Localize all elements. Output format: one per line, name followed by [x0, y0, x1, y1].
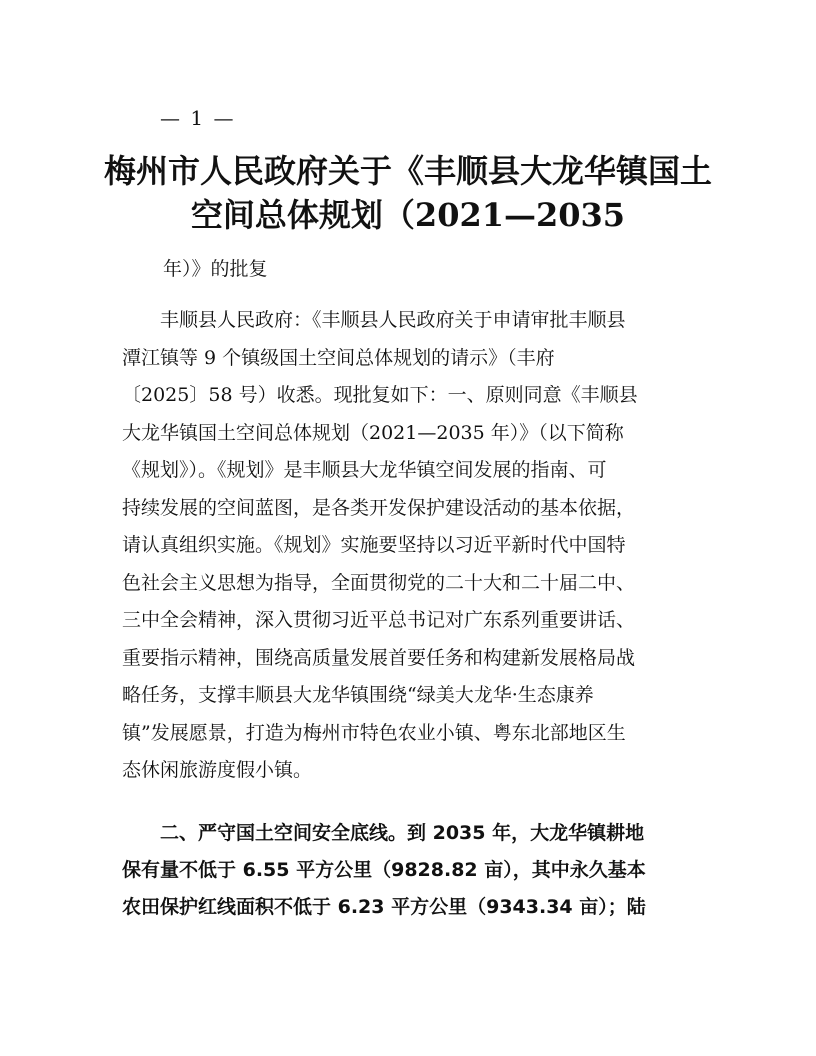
document-title-line-2: 空间总体规划（2021—2035	[190, 196, 626, 234]
text-line: 镇”发展愿景，打造为梅州市特色农业小镇、粤东北部地区生	[122, 721, 626, 744]
text-line: 大龙华镇国土空间总体规划（2021—2035 年）》（以下简称	[122, 421, 624, 444]
text-line: 重要指示精神，围绕高质量发展首要任务和构建新发展格局战	[122, 646, 636, 669]
body-paragraph-1	[122, 302, 698, 790]
text-line: 略任务，支撑丰顺县大龙华镇围绕“绿美大龙华·生态康养	[122, 684, 594, 706]
text-line: 三中全会精神，深入贯彻习近平总书记对广东系列重要讲话、	[122, 609, 636, 631]
text-line: 保有量不低于 6.55 平方公里（9828.82 亩），其中永久基本	[122, 859, 646, 881]
text-line: 请认真组织实施。《规划》实施要坚持以习近平新时代中国特	[122, 534, 626, 556]
text-line: 《规划》）。《规划》是丰顺县大龙华镇空间发展的指南、可	[122, 459, 607, 481]
body-paragraph-2	[122, 815, 698, 926]
text-line: 潭江镇等 9 个镇级国土空间总体规划的请示》（丰府	[122, 346, 555, 369]
text-line: 色社会主义思想为指导，全面贯彻党的二十大和二十届二中、	[122, 571, 636, 594]
text-line: 农田保护红线面积不低于 6.23 平方公里（9343.34 亩）；陆	[122, 896, 646, 918]
document-title-line-1: 梅州市人民政府关于《丰顺县大龙华镇国土	[103, 152, 712, 190]
page-number: — 1 —	[160, 106, 236, 130]
text-line: 丰顺县人民政府：《丰顺县人民政府关于申请审批丰顺县	[122, 309, 626, 331]
document-subtitle: 年）》的批复	[163, 258, 268, 280]
text-line: 持续发展的空间蓝图，是各类开发保护建设活动的基本依据，	[122, 496, 636, 519]
text-line: 二、严守国土空间安全底线。到 2035 年，大龙华镇耕地	[122, 822, 645, 844]
text-line: 态休闲旅游度假小镇。	[122, 759, 313, 781]
text-line: 〔2025〕58 号）收悉。现批复如下：一、原则同意《丰顺县	[122, 384, 638, 406]
